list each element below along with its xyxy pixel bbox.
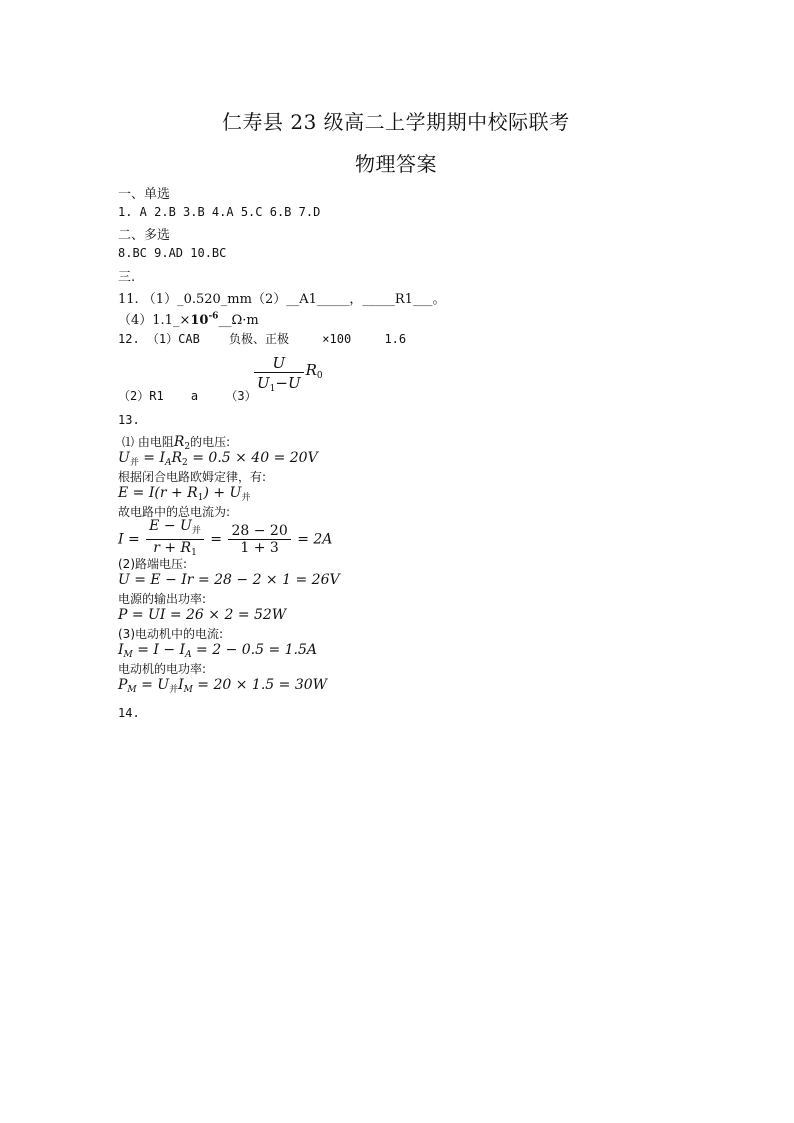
q13-eq3-lhs: I = <box>118 531 140 548</box>
q11-exponent: -6 <box>208 311 219 322</box>
q13-p1-r: R <box>173 434 185 450</box>
q13-eq2 <box>118 485 250 503</box>
q13-p2: 根据闭合电路欧姆定律，有: <box>118 470 267 484</box>
q13-eq3-f1-num <box>146 518 204 540</box>
q13-eq6-b: = I − I <box>132 642 186 658</box>
section-heading-multi-choice: 二、多选 <box>118 228 171 243</box>
q13-eq7-c: I <box>178 677 184 693</box>
q13-p4: (2)路端电压: <box>118 557 188 571</box>
q13-eq3-f1-num-a: E − U <box>149 518 192 534</box>
q12-r-sub: 0 <box>316 370 323 381</box>
q13-eq1-sub: 并 <box>129 458 139 468</box>
q12-formula <box>252 354 323 399</box>
q13-eq6-sub2: A <box>185 650 192 660</box>
q11-line1: 11. （1）_0.520_mm（2）__A1_____，_____R1___。 <box>118 292 446 307</box>
q13-eq1-sub3: 2 <box>182 458 188 468</box>
q13-eq7-sub2: 并 <box>169 685 179 695</box>
q12-polarity: 负极、正极 <box>229 332 290 346</box>
q11-value: （4）1.1_× <box>118 313 191 328</box>
q13-eq3-f1-num-sub: 并 <box>191 526 201 536</box>
q12-frac-den <box>254 373 304 399</box>
q13-p5: 电源的输出功率: <box>118 592 207 606</box>
q13-eq3-f1-den-a: r + R <box>153 540 192 556</box>
q12-r0 <box>306 361 323 379</box>
page-subtitle: 物理答案 <box>355 152 437 176</box>
q12-den-sub: 1 <box>269 384 276 394</box>
q13-eq6 <box>118 642 317 660</box>
q13-eq2-a: E = I(r + R <box>118 485 198 501</box>
q12-reading: 1.6 <box>384 332 407 346</box>
q12-part3: （3） <box>225 389 257 403</box>
q12-den-u: U <box>257 374 270 392</box>
q12-end: a <box>190 389 199 403</box>
q12-den-minus-u: −U <box>275 374 301 392</box>
q13-eq3-eq: = <box>210 531 223 548</box>
q13-eq7-sub3: M <box>183 685 193 695</box>
q12-r: R <box>305 360 317 379</box>
q11-exp-base: 10 <box>190 313 209 328</box>
q13-eq3-rhs: = 2A <box>297 531 333 548</box>
q13-eq6-c: = 2 − 0.5 = 1.5A <box>191 642 318 658</box>
q12-fraction <box>254 354 304 399</box>
q13-eq1-b: = I <box>138 450 165 466</box>
q13-eq1 <box>118 450 318 468</box>
q13-eq2-b: ) + U <box>203 485 242 501</box>
q13-eq5: P = UI = 26 × 2 = 52W <box>118 607 287 623</box>
q13-eq7-d: = 20 × 1.5 = 30W <box>192 677 328 693</box>
q13-eq7-a: P <box>118 677 128 693</box>
q14-label: 14. <box>118 706 140 720</box>
q13-eq4: U = E − Ir = 28 − 2 × 1 = 26V <box>118 572 340 588</box>
q12-line2 <box>118 387 257 404</box>
q13-eq6-sub: M <box>123 650 133 660</box>
q13-eq2-sub: 1 <box>197 493 204 503</box>
q13-eq6-a: I <box>118 642 124 658</box>
q13-eq7 <box>118 677 327 695</box>
q12-line1 <box>118 330 406 347</box>
q13-eq1-a: U <box>118 450 130 466</box>
q13-p1-tail: 的电压: <box>190 435 231 449</box>
q13-eq3-f2-den: 1 + 3 <box>240 540 279 556</box>
q13-p1-sub: 2 <box>184 442 191 452</box>
q11-unit: __Ω·m <box>218 313 259 328</box>
q13-eq3-f1-den-sub: 1 <box>191 548 197 558</box>
single-choice-answers: 1. A 2.B 3.B 4.A 5.C 6.B 7.D <box>118 205 321 219</box>
section-heading-single-choice: 一、单选 <box>118 187 171 202</box>
q13-eq7-b: = U <box>136 677 170 693</box>
q13-eq3-frac2 <box>228 523 290 556</box>
q13-eq1-c: R <box>171 450 183 466</box>
q11-line2 <box>118 309 259 328</box>
q13-eq1-d: = 0.5 × 40 = 20V <box>187 450 318 466</box>
q13-eq7-sub: M <box>127 685 137 695</box>
section-heading-experiment: 三. <box>118 270 136 285</box>
page-title: 仁寿县 23 级高二上学期期中校际联考 <box>222 110 570 134</box>
q12-resistor: （2）R1 <box>118 389 164 403</box>
q12-part1: 12. （1）CAB <box>118 332 200 346</box>
q13-eq3-f2-num: 28 − 20 <box>228 523 290 540</box>
q13-p7: 电动机的电功率: <box>118 662 207 676</box>
q13-eq2-sub2: 并 <box>241 493 251 503</box>
q13-label: 13. <box>118 413 140 427</box>
q13-p3: 故电路中的总电流为: <box>118 505 231 519</box>
q12-range: ×100 <box>322 332 352 346</box>
q13-eq1-sub2: A <box>165 458 172 468</box>
q13-p6: (3)电动机中的电流: <box>118 627 224 641</box>
q13-p1-text: ⑴ 由电阻 <box>122 435 174 449</box>
q12-frac-num: U <box>254 354 304 373</box>
multi-choice-answers: 8.BC 9.AD 10.BC <box>118 246 227 260</box>
q13-p1-var <box>174 434 190 450</box>
